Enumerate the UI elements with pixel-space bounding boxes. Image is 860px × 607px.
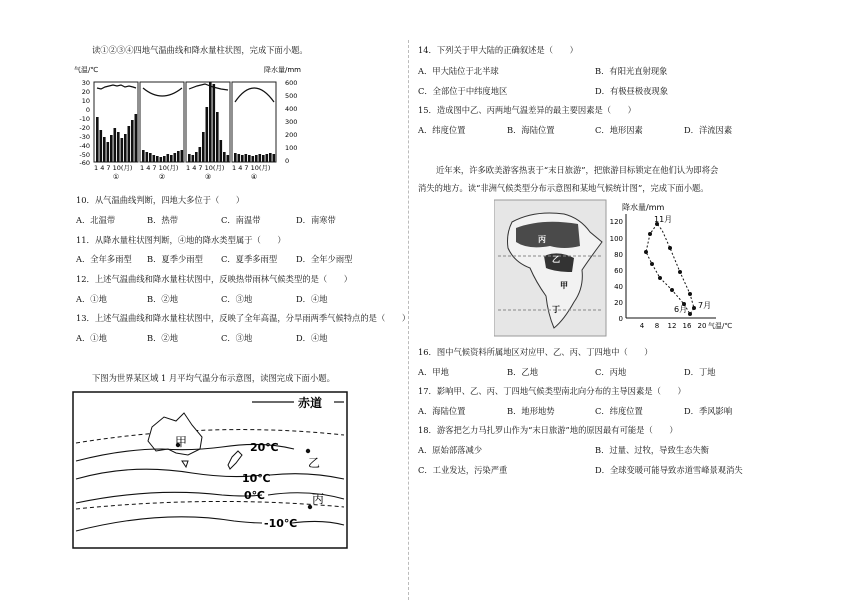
label-nov: 11月 [654,215,673,224]
column-divider [408,40,409,600]
q17-stem: 17．影响甲、乙、丙、丁四地气候类型南北向分布的主导因素是（ ） [418,386,686,396]
q17-opt-d: D．季风影响 [684,406,733,416]
q16-stem: 16．图中气候资料所属地区对应甲、乙、丙、丁四地中（ ） [418,347,653,357]
q14-opt-b: B．有阳光直射现象 [595,66,668,76]
q10-stem: 10．从气温曲线判断，四地大多位于（ ） [76,195,245,205]
climate-panel-1 [94,82,138,162]
tick: 30 [81,79,90,87]
q18-opt-d: D．全球变暖可能导致赤道雪峰景观消失 [595,465,743,475]
precip-temp-scatter [610,202,733,330]
q14-stem: 14．下列关于甲大陆的正确叙述是（ ） [418,45,578,55]
q14-opt-a: A．甲大陆位于北半球 [418,66,499,76]
q13-opt-b: B．②地 [147,333,178,343]
right-axis-ticks [285,79,297,165]
intro-text-1: 读①②③④四地气温曲线和降水量柱状图，完成下面小题。 [92,45,308,55]
tick: 0 [285,157,290,165]
q17-opt-a: A．海陆位置 [418,406,466,416]
label-jul: 7月 [698,301,712,310]
tick: -10 [79,115,90,123]
xtick-16: 16 [682,322,692,330]
q13-stem: 13．上述气温曲线和降水量柱状图中，反映了全年高温，分旱雨两季气候特点的是（ ） [76,313,411,323]
q14-opt-c: C．全部位于中纬度地区 [418,86,508,96]
q16-opt-c: C．丙地 [595,367,627,377]
temp-unit-label: 气温/℃ [74,66,99,74]
climate-zone-dark [516,222,580,248]
panel-label-2: ② [158,173,166,181]
ytick-0: 0 [618,315,623,323]
q16-opt-b: B．乙地 [507,367,538,377]
panel-label-3: ③ [204,173,212,181]
tick: -30 [79,133,90,141]
q18-opt-b: B．过量、过牧，导致生态失衡 [595,445,709,455]
scatter-xlabel: 气温/℃ [708,322,733,330]
panel-labels [113,173,257,181]
q13-opt-c: C．③地 [221,333,253,343]
left-axis-ticks [79,79,90,167]
isotherm-label-10: 10℃ [242,472,271,485]
africa-climate-figure [494,198,750,338]
isotherm-label-20: 20℃ [250,441,279,454]
month-ticks [94,164,270,172]
scatter-ylabel: 降水量/mm [622,203,665,212]
q15-opt-d: D．洋流因素 [684,125,733,135]
label-jun: 6月 [674,305,688,314]
q15-stem: 15．造成图中乙、丙两地气温差异的最主要因素是（ ） [418,105,636,115]
intro-text-3b: 消失的地方。读“非洲气候类型分布示意图和某地气候统计图”，完成下面小题。 [418,183,709,193]
xtick-8: 8 [654,322,660,330]
q18-opt-a: A．原始部落减少 [418,445,483,455]
tick: -60 [79,159,90,167]
tick: -40 [79,142,90,150]
isotherm-label-0: 0℃ [244,489,265,502]
q13-opt-d: D．④地 [296,333,328,343]
climate-charts-figure [72,62,332,182]
map-label-yi: 乙 [552,255,560,264]
q10-opt-a: A．北温带 [76,215,116,225]
q11-opt-c: C．夏季多雨型 [221,254,278,264]
q10-opt-b: B．热带 [147,215,178,225]
equator-label: 赤道 [298,396,323,410]
q12-opt-d: D．④地 [296,294,328,304]
q11-opt-b: B．夏季少雨型 [147,254,203,264]
tick: 20 [81,88,90,96]
ytick-40: 40 [614,283,623,291]
q12-opt-a: A．①地 [76,294,107,304]
tick: 200 [285,131,298,139]
map-label-jia: 甲 [560,281,568,290]
xtick-4: 4 [639,322,645,330]
tick: 400 [285,105,298,113]
climate-panel-4 [232,82,276,162]
tick: 600 [285,79,298,87]
isotherm-label-m10: -10℃ [264,517,298,530]
q16-opt-a: A．甲地 [418,367,449,377]
ytick-100: 100 [609,235,623,243]
tick: 500 [285,92,298,100]
ytick-80: 80 [614,251,623,259]
q15-opt-a: A．纬度位置 [418,125,466,135]
q11-opt-d: D．全年少雨型 [296,254,353,264]
map-label-ding: 丁 [552,305,560,314]
q11-stem: 11．从降水量柱状图判断，④地的降水类型属于（ ） [76,235,286,245]
place-yi: 乙 [308,456,321,470]
q17-opt-b: B．地形地势 [507,406,555,416]
intro-text-3a: 近年来，许多欧美游客热衷于“末日旅游”，把旅游目标锁定在他们认为即将会 [436,165,719,175]
tick: 0 [85,106,90,114]
q12-opt-b: B．②地 [147,294,178,304]
xtick-12: 12 [667,322,677,330]
climate-panel-3 [186,82,230,162]
q18-stem: 18．游客把乞力马扎罗山作为“末日旅游”地的原因最有可能是（ ） [418,425,678,435]
tick: -50 [79,151,90,159]
panel-label-4: ④ [250,173,258,181]
q14-opt-d: D．有极昼极夜现象 [595,86,669,96]
q13-opt-a: A．①地 [76,333,107,343]
q15-opt-b: B．海陆位置 [507,125,555,135]
map-label-bing: 丙 [538,235,546,244]
isotherm-map [72,391,348,549]
q12-opt-c: C．③地 [221,294,253,304]
tick: 10 [81,97,90,105]
month-tick-3: 1 4 7 10(月) [186,164,225,172]
q18-opt-c: C．工业发达，污染严重 [418,465,508,475]
precip-unit-label: 降水量/mm [264,66,301,74]
month-tick-2: 1 4 7 10(月) [140,164,179,172]
tick: -20 [79,124,90,132]
place-jia: 甲 [175,435,188,449]
climate-panel-2 [140,82,184,162]
month-tick-4: 1 4 7 10(月) [232,164,271,172]
tick: 100 [285,144,298,152]
ytick-120: 120 [609,218,623,226]
q16-opt-d: D．丁地 [684,367,716,377]
q10-opt-d: D．南寒带 [296,215,336,225]
q11-opt-a: A．全年多雨型 [76,254,132,264]
intro-text-2: 下图为世界某区域 1 月平均气温分布示意图，读图完成下面小题。 [92,373,335,383]
month-tick-1: 1 4 7 10(月) [94,164,133,172]
tick: 300 [285,118,298,126]
ytick-20: 20 [614,299,623,307]
xtick-20: 20 [697,322,707,330]
panel-label-1: ① [112,173,120,181]
q12-stem: 12．上述气温曲线和降水量柱状图中，反映热带雨林气候类型的是（ ） [76,274,353,284]
ytick-60: 60 [614,267,623,275]
q10-opt-c: C．南温带 [221,215,261,225]
place-bing: 丙 [312,492,325,506]
q15-opt-c: C．地形因素 [595,125,643,135]
q17-opt-c: C．纬度位置 [595,406,643,416]
